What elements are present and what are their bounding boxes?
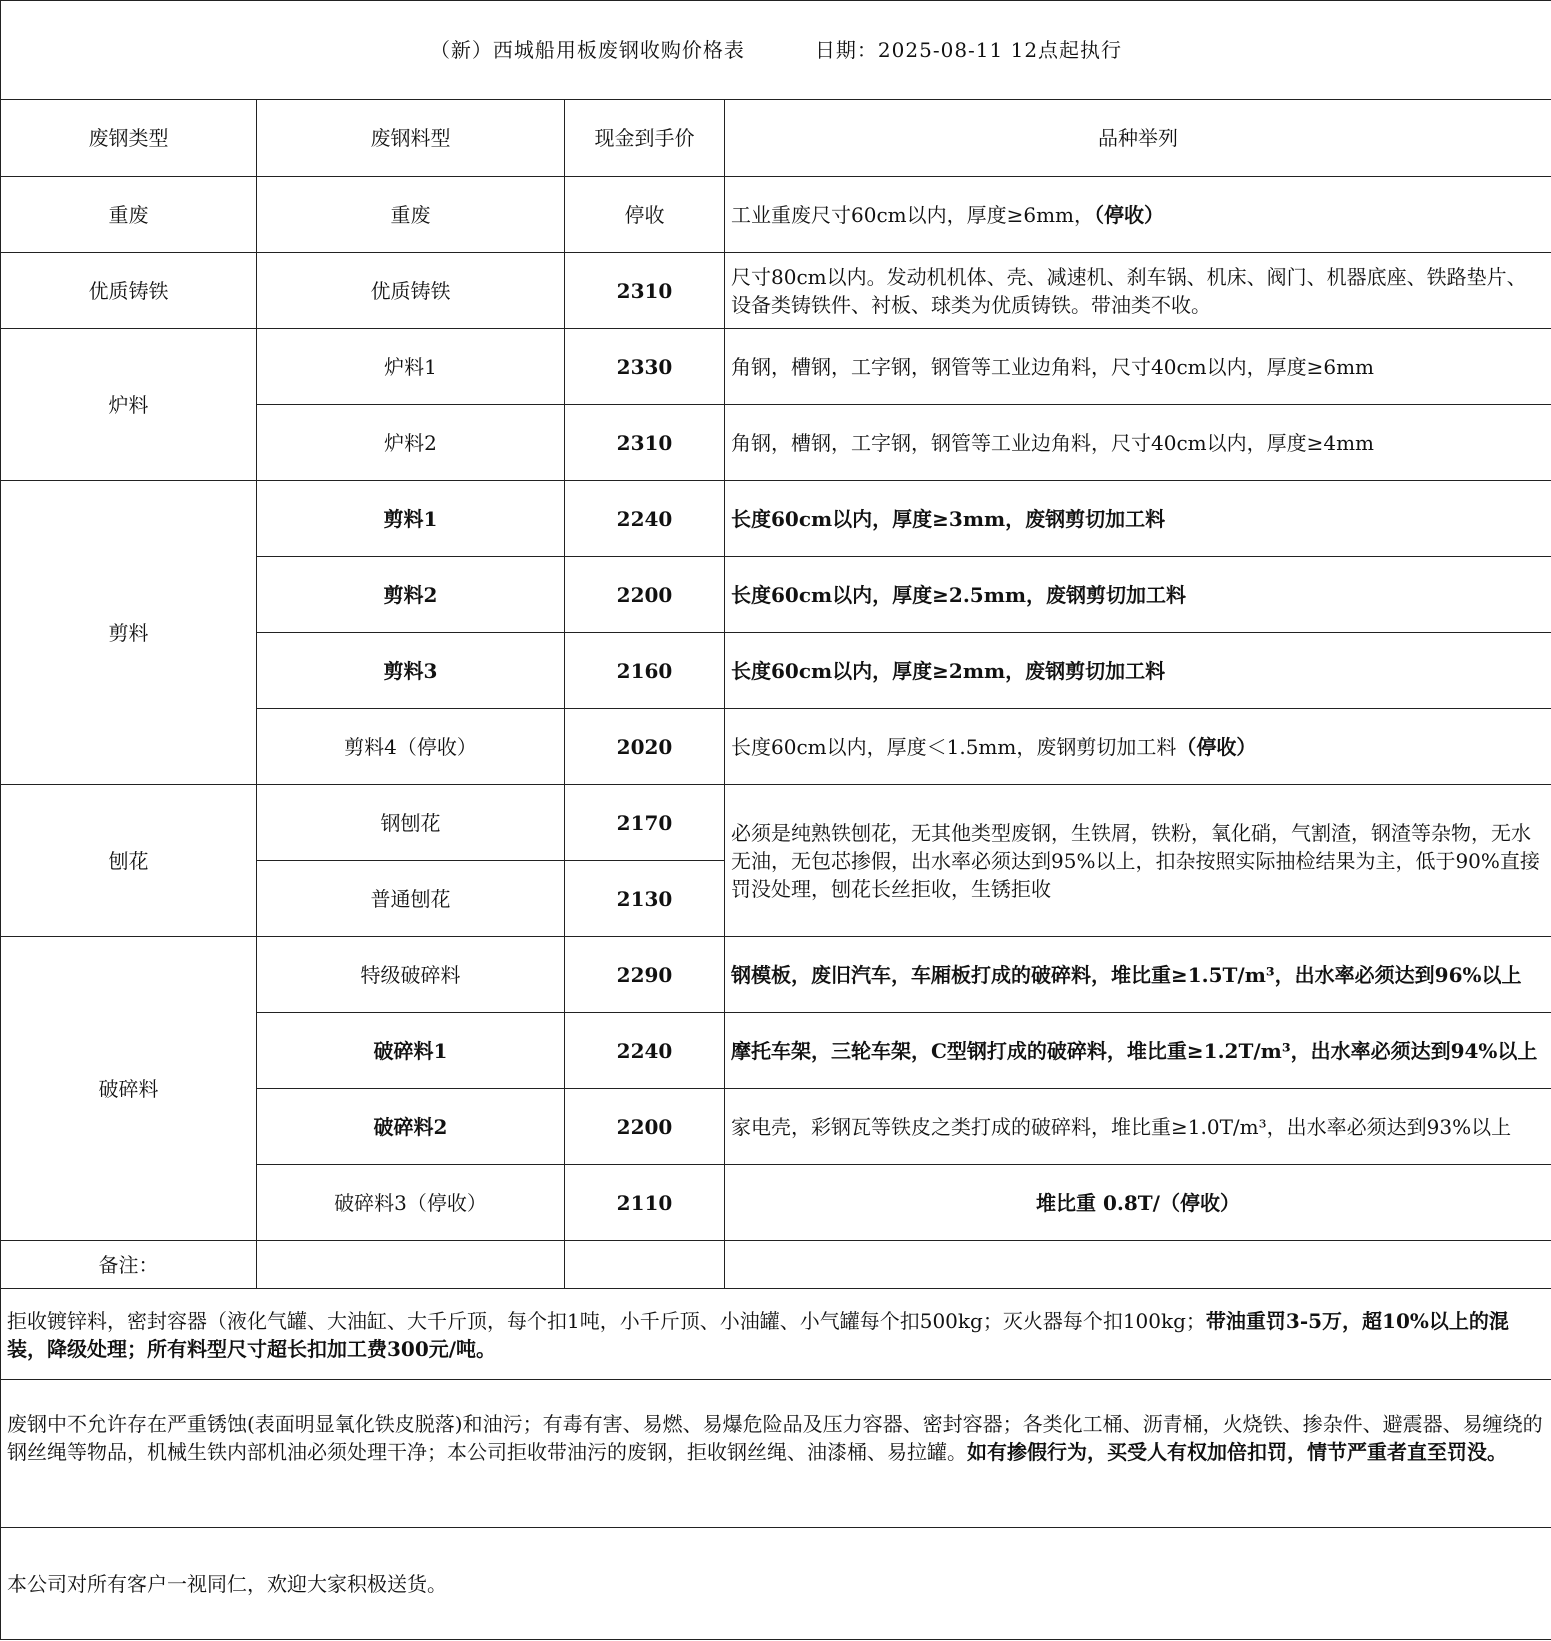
material-cell: 普通刨花: [257, 861, 565, 937]
description-text: 长度60cm以内，厚度＜1.5mm，废钢剪切加工料: [731, 734, 1177, 759]
remark-label: 备注：: [1, 1241, 257, 1289]
note-2: [1, 1380, 1551, 1528]
description-cell: 尺寸80cm以内。发动机机体、壳、减速机、刹车锅、机床、阀门、机器底座、铁路垫片、设备类铸铁件、衬板、球类为优质铸铁。带油类不收。: [725, 253, 1551, 329]
description-cell: 角钢，槽钢，工字钢，钢管等工业边角料，尺寸40cm以内，厚度≥6mm: [725, 329, 1551, 405]
header-price: 现金到手价: [565, 100, 725, 177]
note-1: [1, 1289, 1551, 1380]
material-cell: 剪料3: [257, 633, 565, 709]
note-3: 本公司对所有客户一视同仁，欢迎大家积极送货。: [1, 1528, 1551, 1640]
title-row: [1, 1, 1551, 100]
material-cell: 优质铸铁: [257, 253, 565, 329]
price-cell: 2200: [565, 557, 725, 633]
group-shear: 剪料: [1, 481, 257, 785]
group-furnace: 炉料: [1, 329, 257, 481]
material-cell: 剪料1: [257, 481, 565, 557]
table-row: [1, 785, 1551, 861]
group-crushed: 破碎料: [1, 937, 257, 1241]
description-cell: 长度60cm以内，厚度≥2.5mm，废钢剪切加工料: [725, 557, 1551, 633]
remark-empty-cell: [725, 1241, 1551, 1289]
note-row: [1, 1289, 1551, 1380]
price-cell: 2330: [565, 329, 725, 405]
price-cell: 停收: [565, 177, 725, 253]
material-cell: 钢刨花: [257, 785, 565, 861]
price-cell: 2160: [565, 633, 725, 709]
description-cell: 角钢，槽钢，工字钢，钢管等工业边角料，尺寸40cm以内，厚度≥4mm: [725, 405, 1551, 481]
header-type: 废钢类型: [1, 100, 257, 177]
table-row: [1, 329, 1551, 405]
material-cell: 特级破碎料: [257, 937, 565, 1013]
table-row: [1, 253, 1551, 329]
remark-row: [1, 1241, 1551, 1289]
material-cell: 剪料2: [257, 557, 565, 633]
price-cell: 2110: [565, 1165, 725, 1241]
header-row: [1, 100, 1551, 177]
material-cell: 炉料2: [257, 405, 565, 481]
page-title: [1, 1, 1551, 100]
header-material: 废钢料型: [257, 100, 565, 177]
stop-note: （停收）: [1176, 734, 1257, 759]
stop-note: （停收）: [1094, 202, 1165, 227]
price-cell: 2200: [565, 1089, 725, 1165]
title-date: 日期：2025-08-11 12点起执行: [814, 38, 1123, 62]
table-row: [1, 937, 1551, 1013]
group-castiron: 优质铸铁: [1, 253, 257, 329]
description-text: 工业重废尺寸60cm以内，厚度≥6mm，: [731, 202, 1095, 227]
description-cell: [725, 177, 1551, 253]
note-row: [1, 1380, 1551, 1528]
material-cell: 炉料1: [257, 329, 565, 405]
material-cell: 重废: [257, 177, 565, 253]
group-shavings: 刨花: [1, 785, 257, 937]
description-cell: 长度60cm以内，厚度≥3mm，废钢剪切加工料: [725, 481, 1551, 557]
description-cell: 钢模板，废旧汽车，车厢板打成的破碎料，堆比重≥1.5T/m³，出水率必须达到96%以上: [725, 937, 1551, 1013]
price-cell: 2170: [565, 785, 725, 861]
title-main: （新）西城船用板废钢收购价格表: [429, 38, 745, 62]
note-2-bold: 如有掺假行为，买受人有权加倍扣罚，情节严重者直至罚没。: [967, 1440, 1507, 1464]
price-cell: 2310: [565, 253, 725, 329]
table-row: [1, 481, 1551, 557]
price-cell: 2020: [565, 709, 725, 785]
group-heavy: 重废: [1, 177, 257, 253]
material-cell: 剪料4（停收）: [257, 709, 565, 785]
material-cell: 破碎料2: [257, 1089, 565, 1165]
description-cell: 堆比重 0.8T/（停收）: [725, 1165, 1551, 1241]
price-cell: 2310: [565, 405, 725, 481]
price-cell: 2130: [565, 861, 725, 937]
price-cell: 2240: [565, 481, 725, 557]
note-1-bold: 带油重罚3-5万，超10%以上的混装，降级处理；所有料型尺寸超长扣加工费300元/吨。: [7, 1309, 1509, 1361]
header-example: 品种举列: [725, 100, 1551, 177]
note-2-text: 废钢中不允许存在严重锈蚀(表面明显氧化铁皮脱落)和油污；有毒有害、易燃、易爆危险品及压力容器、密封容器；各类化工桶、沥青桶，火烧铁、掺杂件、避震器、易缠绕的钢丝绳等物品，机械生铁内部机油必须处理干净；本公司拒收带油污的废钢，拒收钢丝绳、油漆桶、易拉罐。: [7, 1412, 1543, 1464]
remark-empty-cell: [257, 1241, 565, 1289]
note-row: [1, 1528, 1551, 1640]
price-cell: 2240: [565, 1013, 725, 1089]
description-cell: 摩托车架，三轮车架，C型钢打成的破碎料，堆比重≥1.2T/m³，出水率必须达到94%以上: [725, 1013, 1551, 1089]
price-cell: 2290: [565, 937, 725, 1013]
material-cell: 破碎料3（停收）: [257, 1165, 565, 1241]
remark-empty-cell: [565, 1241, 725, 1289]
description-cell: 必须是纯熟铁刨花，无其他类型废钢，生铁屑，铁粉，氧化硝，气割渣，钢渣等杂物，无水无油，无包芯掺假，出水率必须达到95%以上，扣杂按照实际抽检结果为主，低于90%直接罚没处理，刨花长丝拒收，生锈拒收: [725, 785, 1551, 937]
description-cell: 长度60cm以内，厚度≥2mm，废钢剪切加工料: [725, 633, 1551, 709]
material-cell: 破碎料1: [257, 1013, 565, 1089]
note-1-text: 拒收镀锌料，密封容器（液化气罐、大油缸、大千斤顶，每个扣1吨，小千斤顶、小油罐、小气罐每个扣500kg；灭火器每个扣100kg；: [7, 1309, 1206, 1333]
description-cell: [725, 709, 1551, 785]
table-row: [1, 177, 1551, 253]
description-cell: 家电壳，彩钢瓦等铁皮之类打成的破碎料，堆比重≥1.0T/m³，出水率必须达到93%以上: [725, 1089, 1551, 1165]
